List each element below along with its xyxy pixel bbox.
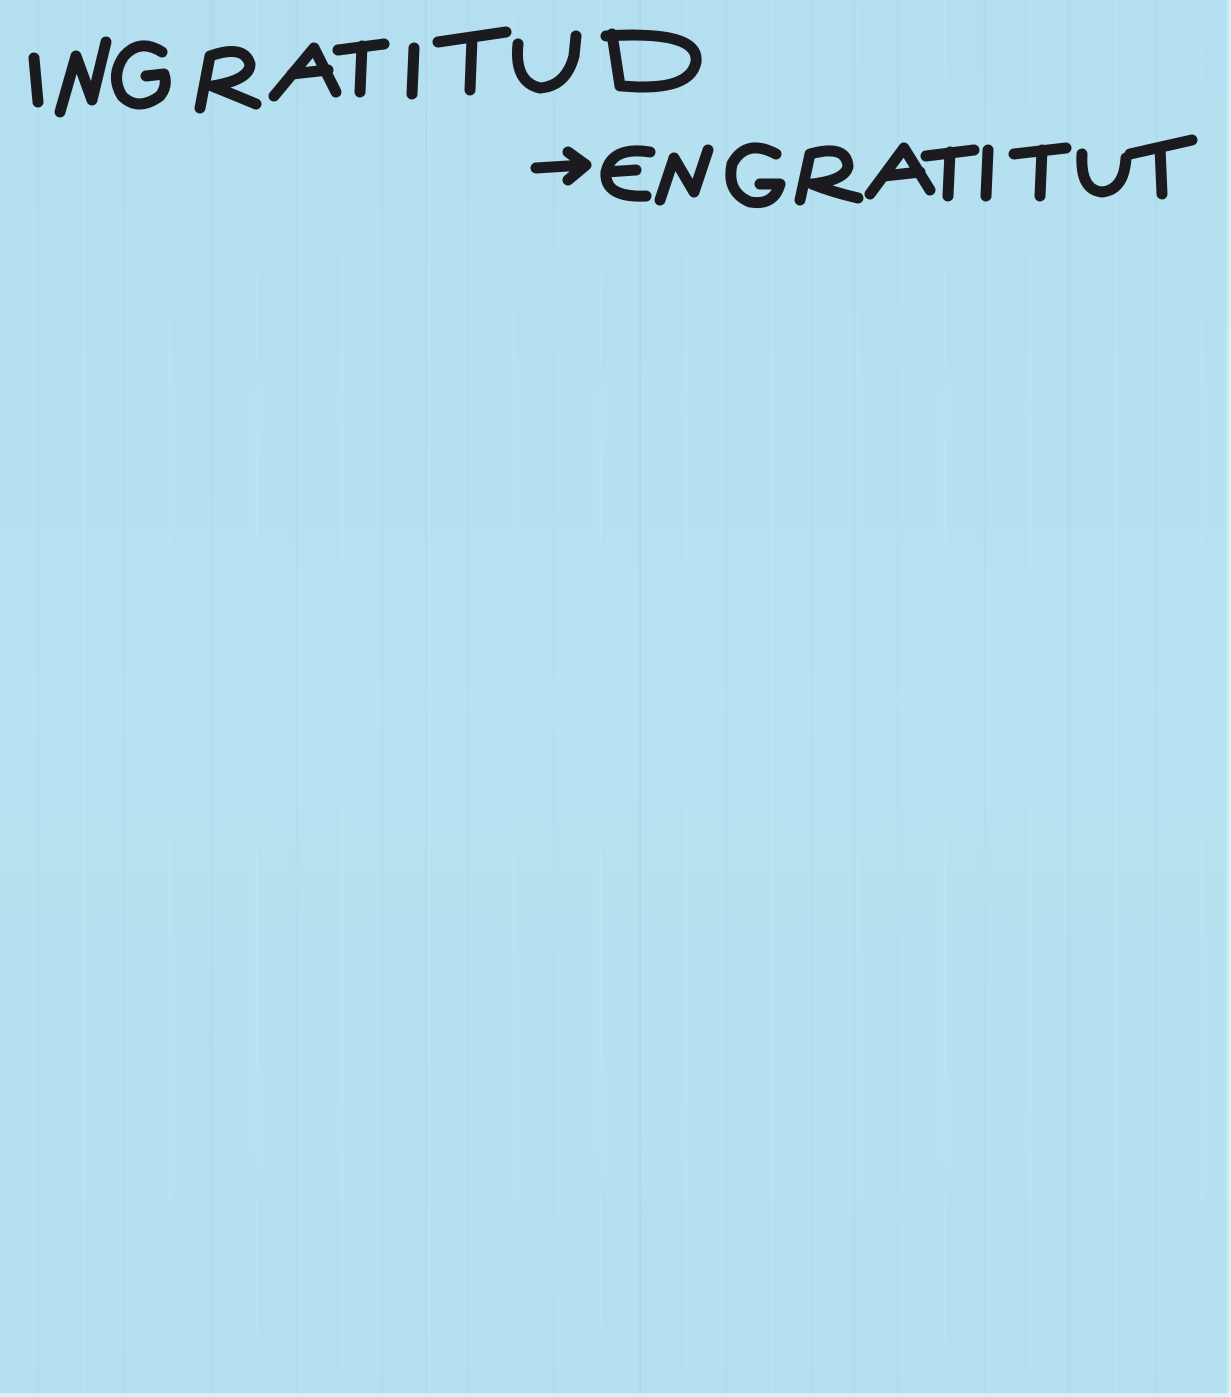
target-word-strokes (536, 140, 1192, 203)
source-word-strokes (34, 32, 696, 112)
card-bottom-edge (0, 1393, 1231, 1397)
card-right-edge (1225, 0, 1231, 1397)
